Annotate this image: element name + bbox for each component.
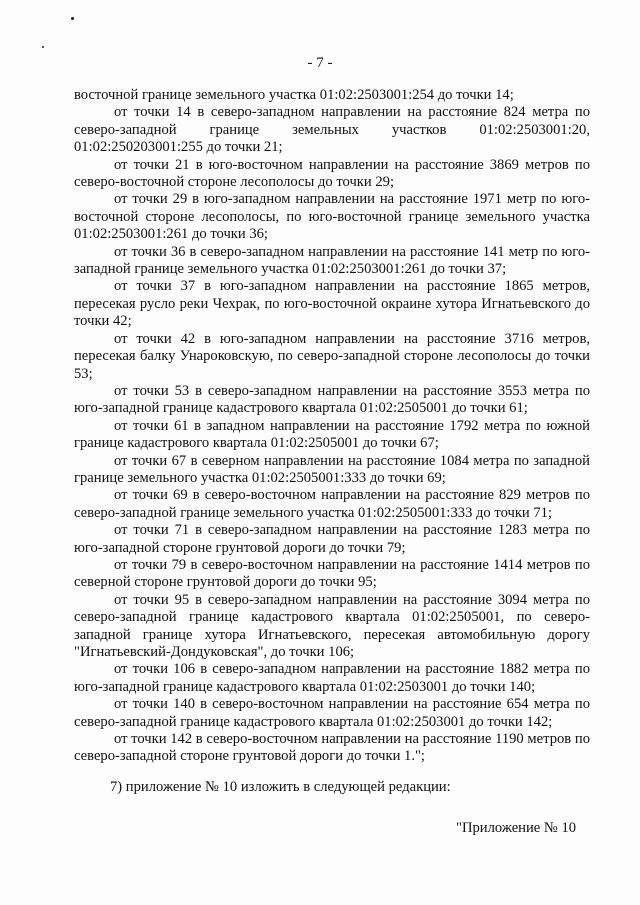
scan-speck — [42, 46, 44, 48]
paragraph-point-142: от точки 142 в северо-восточном направлении на расстояние 1190 метров по северо-западной стороне грунтовой дороги до точки 1."; — [74, 731, 590, 765]
document-body — [74, 87, 590, 766]
paragraph-point-67: от точки 67 в северном направлении на расстояние 1084 метра по западной границе земельного участка 01:02:2505001:333 до точки 69; — [74, 452, 590, 486]
paragraph-point-21: от точки 21 в юго-восточном направлении на расстояние 3869 метров по северо-восточной стороне лесополосы до точки 29; — [74, 156, 590, 191]
page-number: - 7 - — [307, 55, 333, 71]
paragraph-point-53: от точки 53 в северо-западном направлении на расстояние 3553 метра по юго-западной границе кадастрового квартала 01:02:2505001 до точки 61; — [74, 382, 590, 417]
paragraph-point-42: от точки 42 в юго-западном направлении на расстояние 3716 метров, пересекая балку Унароковскую, по северо-западной стороне лесополосы до точки 53; — [74, 330, 590, 382]
paragraph-point-106: от точки 106 в северо-западном направлении на расстояние 1882 метра по юго-западной границе кадастрового квартала 01:02:2503001 до точки 140; — [74, 661, 590, 695]
paragraph-point-69: от точки 69 в северо-восточном направлении на расстояние 829 метров по северо-западной границе земельного участка 01:02:2505001:333 до точки 71; — [74, 487, 590, 521]
paragraph-continuation: восточной границе земельного участка 01:02:2503001:254 до точки 14; — [74, 87, 514, 103]
paragraph-point-140: от точки 140 в северо-восточном направлении на расстояние 654 метра по северо-западной границе кадастрового квартала 01:02:2503001 до точки 142; — [74, 696, 590, 730]
appendix-heading: "Приложение № 10 — [456, 820, 577, 836]
scan-speck — [71, 17, 74, 20]
paragraph-point-36: от точки 36 в северо-западном направлении на расстояние 141 метр по юго-западной границе земельного участка 01:02:2503001:261 до точки 37; — [74, 243, 590, 278]
paragraph-point-79: от точки 79 в северо-восточном направлении на расстояние 1414 метров по северной стороне грунтовой дороги до точки 95; — [74, 556, 590, 591]
paragraph-point-14: от точки 14 в северо-западном направлении на расстояние 824 метра по северо-западной границе земельных участков 01:02:2503001:20, 01:02:250203001:255 до точки 21; — [74, 104, 590, 156]
item-7-instruction: 7) приложение № 10 изложить в следующей редакции: — [110, 779, 451, 795]
paragraph-point-95: от точки 95 в северо-западном направлении на расстояние 3094 метра по северо-западной границе кадастрового квартала 01:02:2505001, по северо-западной границе хутора Игнатьевского, пересекая автомобильную дорогу "Игнатьевский-Дондуковская", до точки 106; — [74, 591, 590, 660]
paragraph-point-71: от точки 71 в северо-западном направлении на расстояние 1283 метра по юго-западной стороне грунтовой дороги до точки 79; — [74, 522, 590, 556]
paragraph-point-29: от точки 29 в юго-западном направлении на расстояние 1971 метр по юго-восточной стороне лесополосы, по юго-восточной границе земельного участка 01:02:2503001:261 до точки 36; — [74, 191, 590, 243]
paragraph-point-37: от точки 37 в юго-западном направлении на расстояние 1865 метров, пересекая русло реки Чехрак, по юго-восточной окраине хутора Игнатьевского до точки 42; — [74, 278, 590, 330]
paragraph-point-61: от точки 61 в западном направлении на расстояние 1792 метра по южной границе кадастрового квартала 01:02:2505001 до точки 67; — [74, 417, 590, 452]
